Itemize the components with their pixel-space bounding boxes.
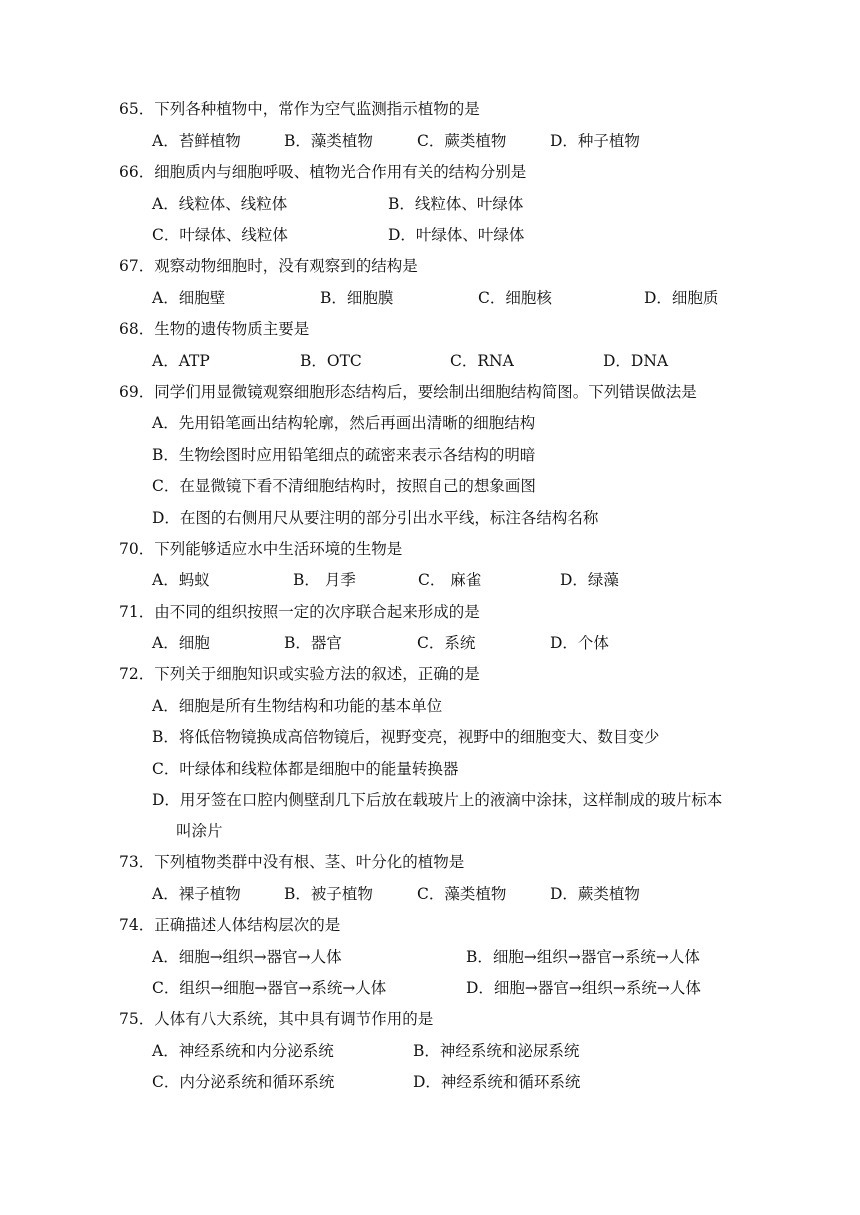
option-d: D．用牙签在口腔内侧壁刮几下后放在载玻片上的液滴中涂抹，这样制成的玻片标本 [152,791,723,809]
question-stem: 69．同学们用显微镜观察细胞形态结构后，要绘制出细胞结构简图。下列错误做法是 [119,383,697,401]
option-d: D．在图的右侧用尺从要注明的部分引出水平线，标注各结构名称 [152,509,599,527]
option-b: B．器官 [284,634,342,652]
option-c: C．RNA [450,352,514,370]
option-c: C．叶绿体、线粒体 [152,226,288,244]
option-c: C．细胞核 [478,289,552,307]
option-b: B．细胞→组织→器官→系统→人体 [466,948,700,966]
option-b: B．生物绘图时应用铅笔细点的疏密来表示各结构的明暗 [152,446,536,464]
option-b: B．神经系统和泌尿系统 [413,1042,580,1060]
option-d: D．种子植物 [550,132,640,150]
question-stem: 72．下列关于细胞知识或实验方法的叙述，正确的是 [119,665,480,683]
question-stem: 67．观察动物细胞时，没有观察到的结构是 [119,257,418,275]
option-d: D．蕨类植物 [550,885,640,903]
question-stem: 65．下列各种植物中，常作为空气监测指示植物的是 [119,100,480,118]
option-b: B．细胞膜 [320,289,394,307]
option-d: D．绿藻 [560,571,619,589]
option-a: A．苔鲜植物 [152,132,241,150]
option-a: A．裸子植物 [152,885,241,903]
option-b: B．OTC [300,352,362,370]
option-a: A．神经系统和内分泌系统 [152,1042,334,1060]
option-d: D．个体 [550,634,609,652]
option-a: A．ATP [152,352,210,370]
option-d: D．细胞→器官→组织→系统→人体 [466,979,701,997]
option-a: A．细胞壁 [152,289,226,307]
option-d: D．DNA [603,352,669,370]
option-c: C．藻类植物 [417,885,507,903]
option-b: B． 月季 [293,571,356,589]
option-c: C．在显微镜下看不清细胞结构时，按照自己的想象画图 [152,477,536,495]
option-d: D．叶绿体、叶绿体 [388,226,525,244]
option-c: C．叶绿体和线粒体都是细胞中的能量转换器 [152,760,459,778]
question-stem: 75．人体有八大系统，其中具有调节作用的是 [119,1010,434,1028]
option-d: D．细胞质 [644,289,719,307]
option-c: C．蕨类植物 [417,132,507,150]
option-b: B．藻类植物 [284,132,373,150]
question-stem: 74．正确描述人体结构层次的是 [119,916,341,934]
question-stem: 68．生物的遗传物质主要是 [119,320,310,338]
option-c: C． 麻雀 [418,571,482,589]
option-b: B．线粒体、叶绿体 [388,195,524,213]
question-stem: 73．下列植物类群中没有根、茎、叶分化的植物是 [119,853,465,871]
option-d-continuation: 叫涂片 [176,822,223,840]
option-a: A．细胞→组织→器官→人体 [152,948,342,966]
option-a: A．先用铅笔画出结构轮廓，然后再画出清晰的细胞结构 [152,414,536,432]
option-d: D．神经系统和循环系统 [413,1073,581,1091]
question-stem: 71．由不同的组织按照一定的次序联合起来形成的是 [119,603,480,621]
option-c: C．内分泌系统和循环系统 [152,1073,335,1091]
option-a: A．细胞是所有生物结构和功能的基本单位 [152,697,443,715]
option-b: B．被子植物 [284,885,373,903]
question-stem: 66．细胞质内与细胞呼吸、植物光合作用有关的结构分别是 [119,163,527,181]
option-a: A．线粒体、线粒体 [152,195,288,213]
option-c: C．组织→细胞→器官→系统→人体 [152,979,387,997]
option-b: B．将低倍物镜换成高倍物镜后，视野变亮，视野中的细胞变大、数目变少 [152,728,660,746]
question-stem: 70．下列能够适应水中生活环境的生物是 [119,540,403,558]
option-c: C．系统 [417,634,476,652]
option-a: A．蚂蚁 [152,571,210,589]
option-a: A．细胞 [152,634,210,652]
